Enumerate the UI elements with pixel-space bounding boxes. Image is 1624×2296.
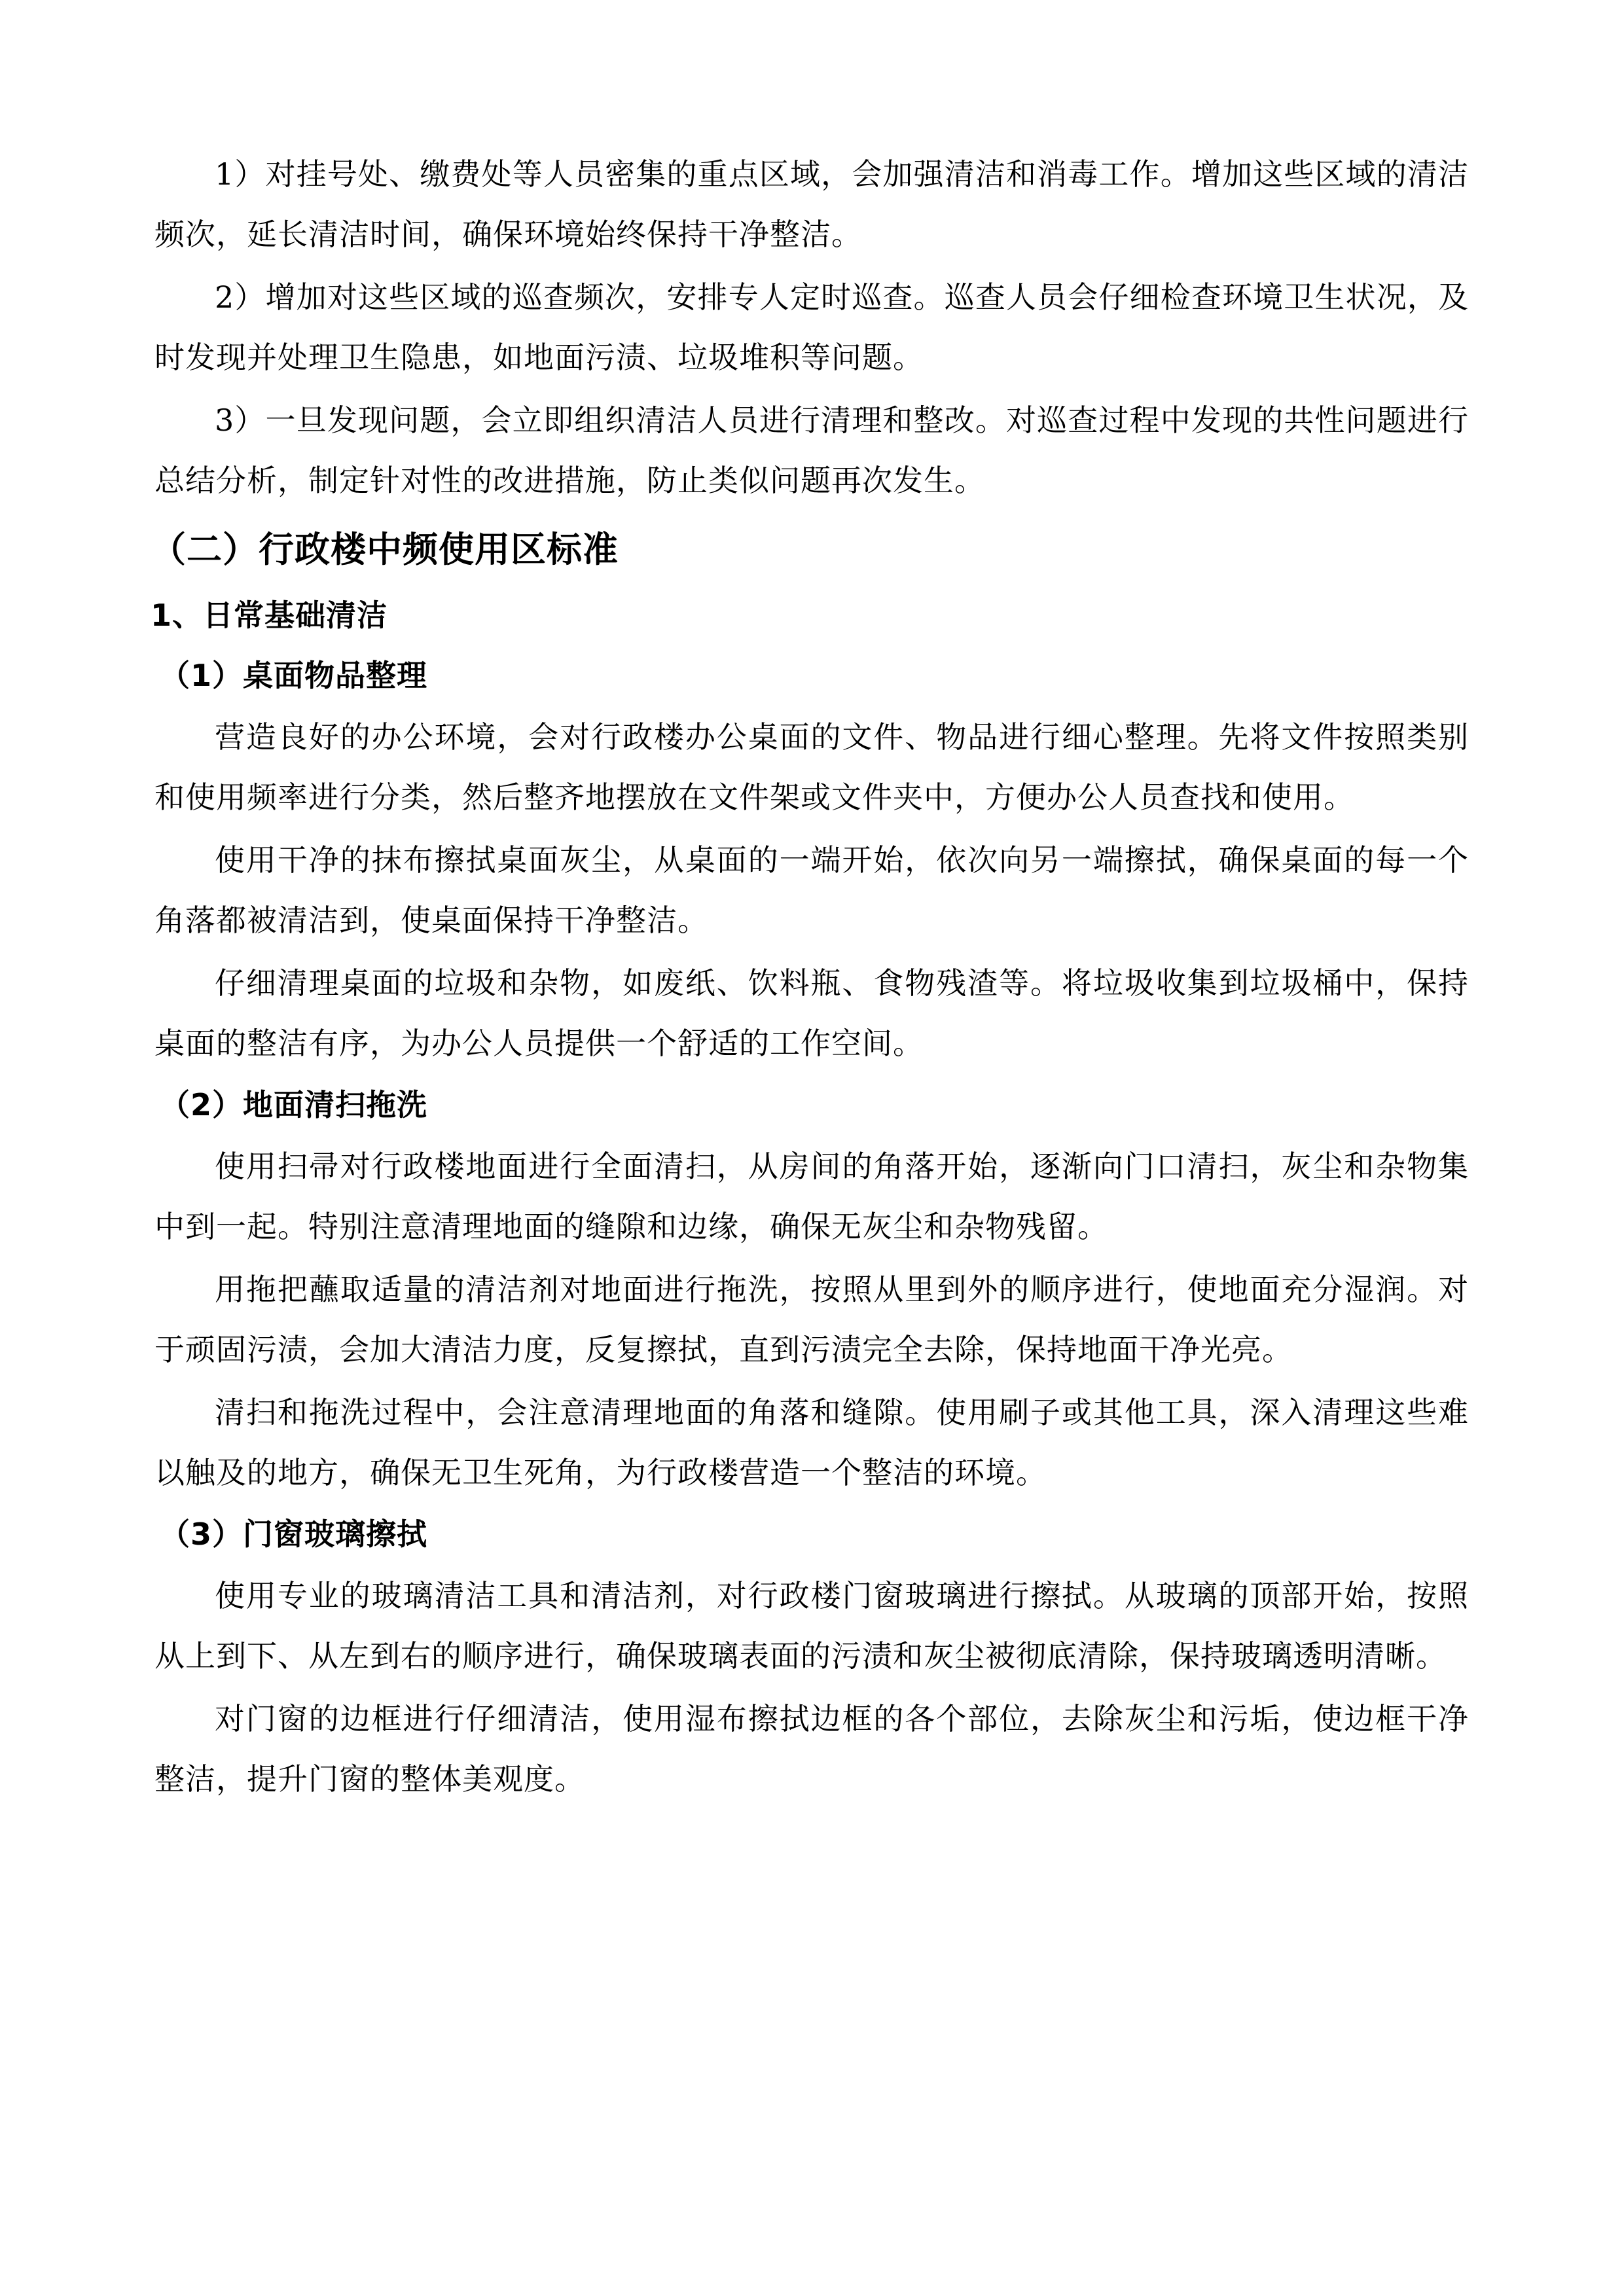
list-item-2: 2）增加对这些区域的巡查频次，安排专人定时巡查。巡查人员会仔细检查环境卫生状况，及时发现并处理卫生隐患，如地面污渍、垃圾堆积等问题。 <box>154 279 1469 375</box>
paragraph: 使用干净的抹布擦拭桌面灰尘，从桌面的一端开始，依次向另一端擦拭，确保桌面的每一个角落都被清洁到，使桌面保持干净整洁。 <box>154 842 1469 938</box>
paragraph: 使用扫帚对行政楼地面进行全面清扫，从房间的角落开始，逐渐向门口清扫，灰尘和杂物集中到一起。特别注意清理地面的缝隙和边缘，确保无灰尘和杂物残留。 <box>154 1149 1469 1244</box>
paragraph: 营造良好的办公环境，会对行政楼办公桌面的文件、物品进行细心整理。先将文件按照类别和使用频率进行分类，然后整齐地摆放在文件架或文件夹中，方便办公人员查找和使用。 <box>154 719 1469 815</box>
paragraph: 对门窗的边框进行仔细清洁，使用湿布擦拭边框的各个部位，去除灰尘和污垢，使边框干净整洁，提升门窗的整体美观度。 <box>154 1701 1469 1797</box>
document-body <box>151 144 1469 1812</box>
list-item-1: 1）对挂号处、缴费处等人员密集的重点区域，会加强清洁和消毒工作。增加这些区域的清洁频次，延长清洁时间，确保环境始终保持干净整洁。 <box>154 156 1469 252</box>
paragraph: 用拖把蘸取适量的清洁剂对地面进行拖洗，按照从里到外的顺序进行，使地面充分湿润。对于顽固污渍，会加大清洁力度，反复擦拭，直到污渍完全去除，保持地面干净光亮。 <box>154 1272 1469 1367</box>
paragraph: 清扫和拖洗过程中，会注意清理地面的角落和缝隙。使用刷子或其他工具，深入清理这些难以触及的地方，确保无卫生死角，为行政楼营造一个整洁的环境。 <box>154 1395 1469 1490</box>
paragraph: 使用专业的玻璃清洁工具和清洁剂，对行政楼门窗玻璃进行擦拭。从玻璃的顶部开始，按照从上到下、从左到右的顺序进行，确保玻璃表面的污渍和灰尘被彻底清除，保持玻璃透明清晰。 <box>154 1578 1469 1674</box>
section-heading: （二）行政楼中频使用区标准 <box>151 529 619 570</box>
item-heading-window: （3）门窗玻璃擦拭 <box>160 1516 428 1552</box>
subsection-heading: 1、日常基础清洁 <box>151 598 388 633</box>
item-heading-desk: （1）桌面物品整理 <box>160 658 428 693</box>
item-heading-floor: （2）地面清扫拖洗 <box>160 1087 428 1122</box>
paragraph: 仔细清理桌面的垃圾和杂物，如废纸、饮料瓶、食物残渣等。将垃圾收集到垃圾桶中，保持桌面的整洁有序，为办公人员提供一个舒适的工作空间。 <box>154 965 1469 1061</box>
list-item-3: 3）一旦发现问题，会立即组织清洁人员进行清理和整改。对巡查过程中发现的共性问题进行总结分析，制定针对性的改进措施，防止类似问题再次发生。 <box>154 403 1469 498</box>
